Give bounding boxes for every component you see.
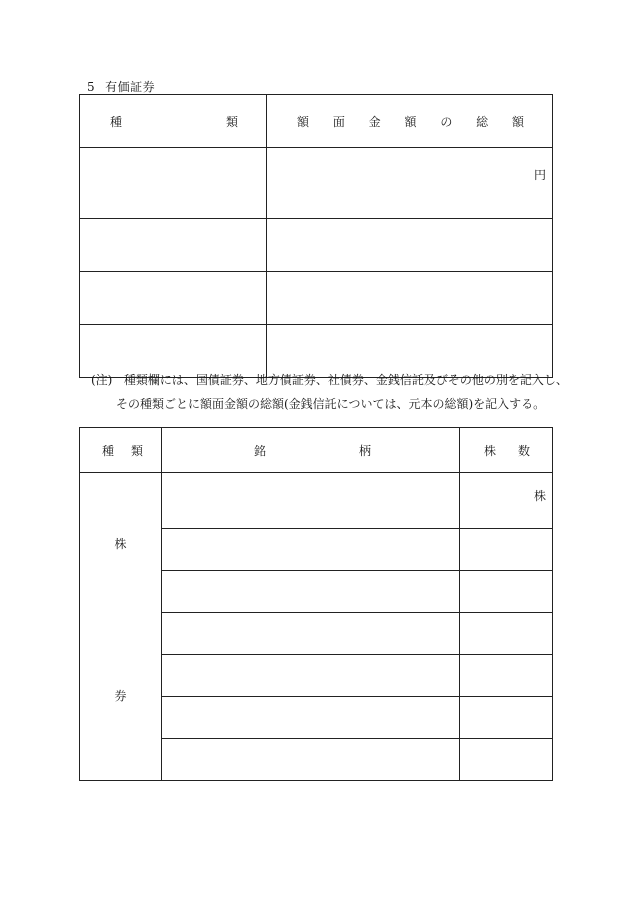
table-header-row [80, 428, 553, 473]
header-stock-name [162, 428, 460, 473]
stock-name-input-cell[interactable] [162, 613, 460, 655]
header-char: 株 [484, 443, 497, 458]
header-char: 柄 [358, 443, 371, 458]
share-unit: 株 [533, 489, 546, 503]
kind-input-cell[interactable] [80, 219, 267, 272]
header-char: 類 [130, 443, 143, 458]
share-count-input-cell[interactable] [460, 613, 553, 655]
share-count-input-cell[interactable] [460, 529, 553, 571]
header-char: 銘 [254, 443, 267, 458]
header-char: 金 [368, 114, 381, 129]
table-header-row [80, 95, 553, 148]
stock-name-input-cell[interactable] [162, 739, 460, 781]
kind-label-top: 株 [114, 537, 127, 551]
stock-name-input-cell[interactable] [162, 697, 460, 739]
stock-name-input-cell[interactable] [162, 571, 460, 613]
header-char: 額 [511, 114, 524, 129]
kind-input-cell[interactable] [80, 272, 267, 325]
header-char: 種 [110, 114, 123, 129]
section-title [87, 78, 155, 95]
header-char: 数 [517, 443, 530, 458]
stock-name-input-cell[interactable] [162, 473, 460, 529]
header-char: 種 [102, 443, 115, 458]
share-count-input-cell[interactable] [460, 697, 553, 739]
kind-label-bottom: 券 [114, 689, 127, 703]
share-count-input-cell[interactable] [460, 655, 553, 697]
share-count-input-cell[interactable] [460, 473, 553, 529]
header-char: の [440, 114, 453, 129]
total-input-cell[interactable] [267, 272, 553, 325]
share-count-input-cell[interactable] [460, 739, 553, 781]
yen-unit: 円 [533, 168, 546, 182]
header-char: 総 [476, 114, 489, 129]
table-row [80, 272, 553, 325]
securities-total-table [79, 94, 553, 378]
header-char: 類 [225, 114, 238, 129]
note-line-2: その種類ごとに額面金額の総額(金銭信託については、元本の総額)を記入する。 [116, 397, 546, 411]
header-char: 額 [404, 114, 417, 129]
total-input-cell[interactable] [267, 219, 553, 272]
stock-name-input-cell[interactable] [162, 529, 460, 571]
kind-input-cell[interactable] [80, 148, 267, 219]
header-char: 額 [297, 114, 310, 129]
header-kind [80, 95, 267, 148]
share-count-input-cell[interactable] [460, 571, 553, 613]
note-text-1: 種類欄には、国債証券、地方債証券、社債券、金銭信託及びその他の別を記入し、 [123, 373, 568, 387]
note-prefix: (注) [91, 373, 113, 387]
stock-name-input-cell[interactable] [162, 655, 460, 697]
table-row [80, 148, 553, 219]
stock-kind-cell [80, 473, 162, 781]
total-input-cell[interactable] [267, 148, 553, 219]
table-row [80, 219, 553, 272]
section-number: 5 [87, 80, 96, 94]
header-kind [80, 428, 162, 473]
header-total-face-value [267, 95, 553, 148]
table-row [80, 473, 553, 529]
stock-table [79, 427, 553, 781]
header-share-count [460, 428, 553, 473]
section-title-text: 有価証券 [105, 80, 156, 94]
header-char: 面 [332, 114, 345, 129]
